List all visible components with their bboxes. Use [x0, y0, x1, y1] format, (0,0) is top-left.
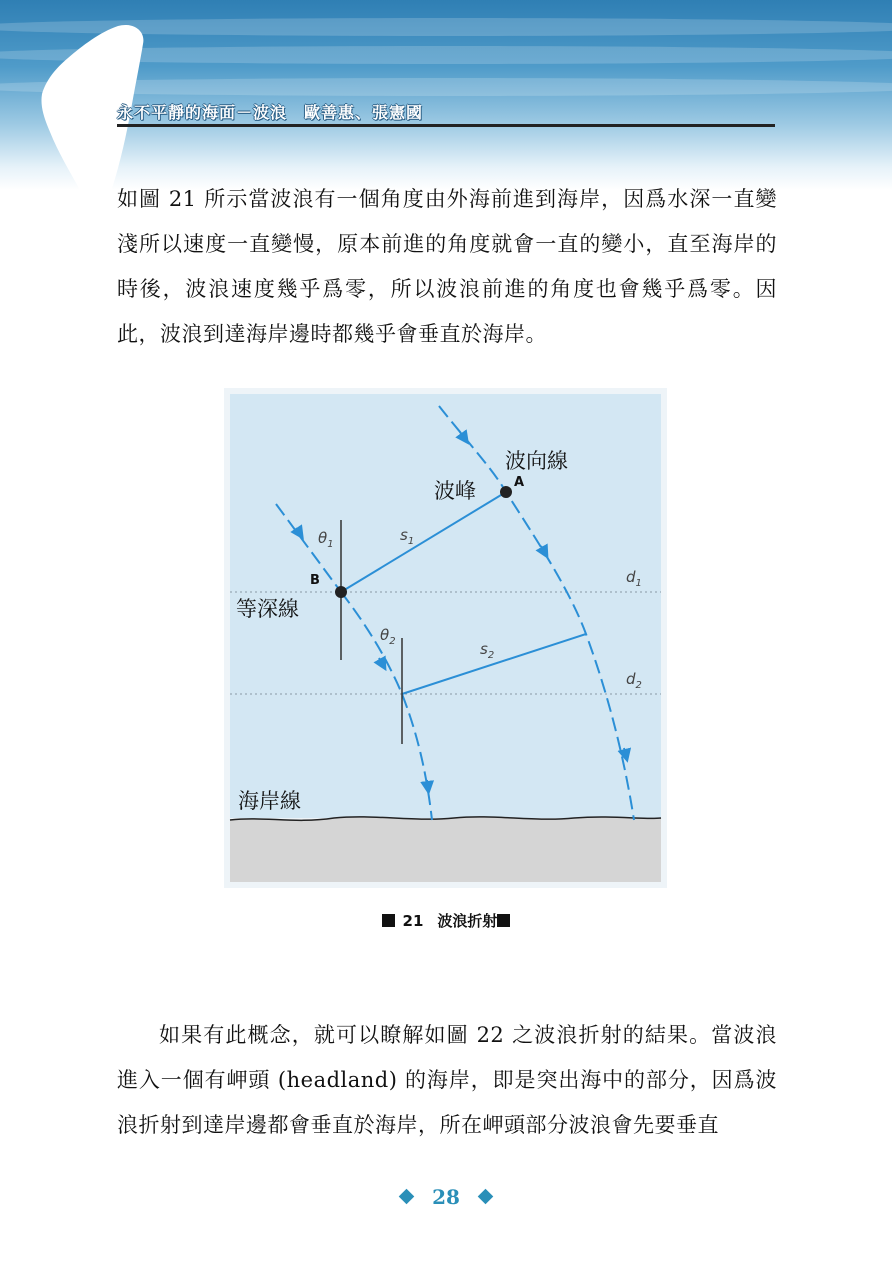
label-theta1: $\theta_1$ [318, 529, 334, 550]
sand-area [230, 817, 661, 882]
paragraph-2: 如果有此概念，就可以瞭解如圖 22 之波浪折射的結果。當波浪進入一個有岬頭 (headland) 的海岸，即是突出海中的部分，因爲波浪折射到達岸邊都會垂直於海岸，所在岬頭部分波浪會先要垂直 [117, 1023, 777, 1137]
header-rule [117, 124, 775, 127]
label-isobath: 等深線 [236, 597, 299, 621]
point-b [335, 586, 347, 598]
diamond-icon [478, 1189, 494, 1205]
point-a [500, 486, 512, 498]
label-point-a: A [514, 475, 525, 490]
figure-caption [0, 910, 892, 931]
caption-square-icon [497, 914, 510, 927]
caption-text: 波浪折射 [437, 912, 498, 930]
paragraph-1: 如圖 21 所示當波浪有一個角度由外海前進到海岸，因爲水深一直變淺所以速度一直變慢，原本前進的角度就會一直的變小，直至海岸的時後，波浪速度幾乎爲零，所以波浪前進的角度也會幾乎爲零。因此，波浪到達海岸邊時都幾乎會垂直於海岸。 [117, 187, 777, 346]
ray-b-arrow-3 [427, 780, 428, 788]
label-s1: $s_1$ [400, 526, 415, 547]
diamond-icon [399, 1189, 415, 1205]
running-title: 永不平靜的海面－波浪 歐善惠、張憲國 [117, 103, 424, 122]
label-s2: $s_2$ [480, 640, 495, 661]
label-point-b: B [310, 573, 320, 588]
page-footer [0, 1185, 892, 1209]
caption-number: 21 [402, 912, 424, 930]
label-d1: $d_1$ [626, 568, 642, 589]
label-d2: $d_2$ [626, 670, 642, 691]
label-wave-crest: 波峰 [434, 479, 476, 503]
label-wave-ray: 波向線 [505, 449, 568, 473]
page-number: 28 [432, 1185, 460, 1209]
label-theta2: $\theta_2$ [380, 626, 396, 647]
label-coastline: 海岸線 [238, 789, 301, 813]
wave-refraction-diagram [224, 388, 667, 888]
caption-square-icon [382, 914, 395, 927]
